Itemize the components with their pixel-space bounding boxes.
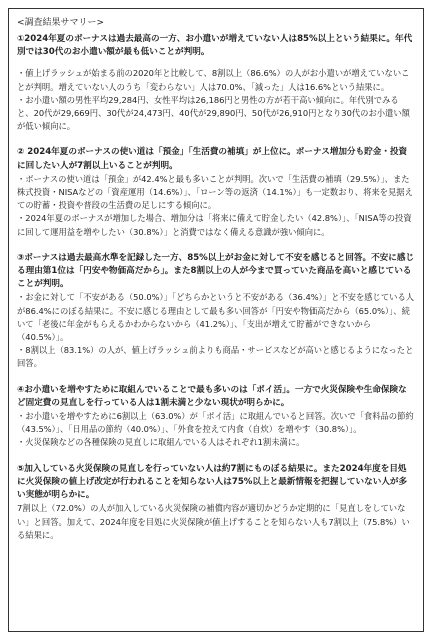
bullet-text: ・ボーナスの使い道は「預金」が42.4%と最も多いことが判明。次いで「生活費の補填（29.5%）」、また株式投資・NISAなどの「資産運用（14.6%）」、「ローン等の返済（14.1%）」も一定数おり、将来を見据えての貯蓄・投資や普段の生活費の足しにする傾向に。 [17, 173, 413, 211]
bullet-text: ・火災保険などの各種保険の見直しに取組んでいる人はそれぞれ1割未満に。 [17, 437, 305, 448]
section-1 [17, 33, 415, 133]
section-4 [17, 384, 415, 450]
section-2 [17, 146, 415, 238]
section-title: ④お小遣いを増やすために取組んでいることで最も多いのは「ポイ活」。一方で火災保険や生命保険など固定費の見直しを行っている人は1割未満と少ない現状が明らかに。 [17, 384, 407, 408]
section-title: ③ボーナスは過去最高水準を記録した一方、85%以上がお金に対して不安を感じると回答。不安に感じる理由第1位は「円安や物価高だから」。また8割以上の人が今まで買っていた商品を高いと感じていることが判明。 [17, 252, 415, 290]
section-5 [17, 463, 415, 542]
section-title: ①2024年夏のボーナスは過去最高の一方、お小遣いが増えていない人は85%以上という結果に。年代別では30代のお小遣い額が最も低いことが判明。 [17, 34, 413, 58]
section-title: ⑤加入している火災保険の見直しを行っていない人は約7割にものぼる結果に。また2024年度を目処に火災保険の値上げ改定が行われることを知らない人は75%以上と最新情報を把握していない人が多い実態が明らかに。 [17, 463, 408, 501]
bullet-text: ・値上げラッシュが始まる前の2020年と比較して、8割以上（86.6%）の人がお小遣いが増えていないことが判明。増えていない人のうち「変わらない」人は70.0%、「減った」人は16.6%という結果に。 [17, 68, 410, 92]
summary-box [8, 8, 424, 632]
section-title: ② 2024年夏のボーナスの使い道は「預金」「生活費の補填」が上位に。ボーナス増加分も貯金・投資に回したい人が7割以上いることが判明。 [17, 147, 408, 171]
bullet-text: ・お小遣い額の男性平均29,284円、女性平均は26,186円と男性の方が若干高い傾向に。年代別でみると、20代が29,669円、30代が24,473円、40代が29,890円、50代が26,910円となり30代のお小遣い額が低い傾向に。 [17, 94, 410, 132]
summary-heading: <調査結果サマリー> [17, 18, 105, 28]
bullet-text: ・2024年夏のボーナスが増加した場合、増加分は「将来に備えて貯金したい（42.8%）」、「NISA等の投資に回して運用益を増やしたい（30.8%）」と消費ではなく備える意識が強い傾向に。 [17, 213, 412, 237]
bullet-text: ・お小遣いを増やすために6割以上（63.0%）が「ポイ活」に取組んでいると回答。次いで「食料品の節約（43.5%）」、「日用品の節約（40.0%）」、「外食を控えて内食（自炊）を増やす（30.8%）」。 [17, 411, 414, 435]
section-3 [17, 252, 415, 371]
bullet-text: 7割以上（72.0%）の人が加入している火災保険の補償内容が適切かどうか定期的に「見直しをしていない」と回答。加えて、2024年度を目処に火災保険が値上げすることを知らない人も7割以上（75.8%）いる結果に。 [17, 503, 410, 540]
bullet-text: ・お金に対して「不安がある（50.0%）」「どちらかというと不安がある（36.4%）」と不安を感じている人が86.4%にのぼる結果に。不安に感じる理由として最も多い回答が「円安や物価高だから（65.0%）」、続いて「老後に年金がもらえるかわからないから（41.2%）」、「支出が増えて貯蓄ができないから（40.5%）」。 [17, 292, 415, 343]
bullet-text: ・8割以上（83.1%）の人が、値上げラッシュ前よりも商品・サービスなどが高いと感じるようになったと回答。 [17, 345, 414, 369]
